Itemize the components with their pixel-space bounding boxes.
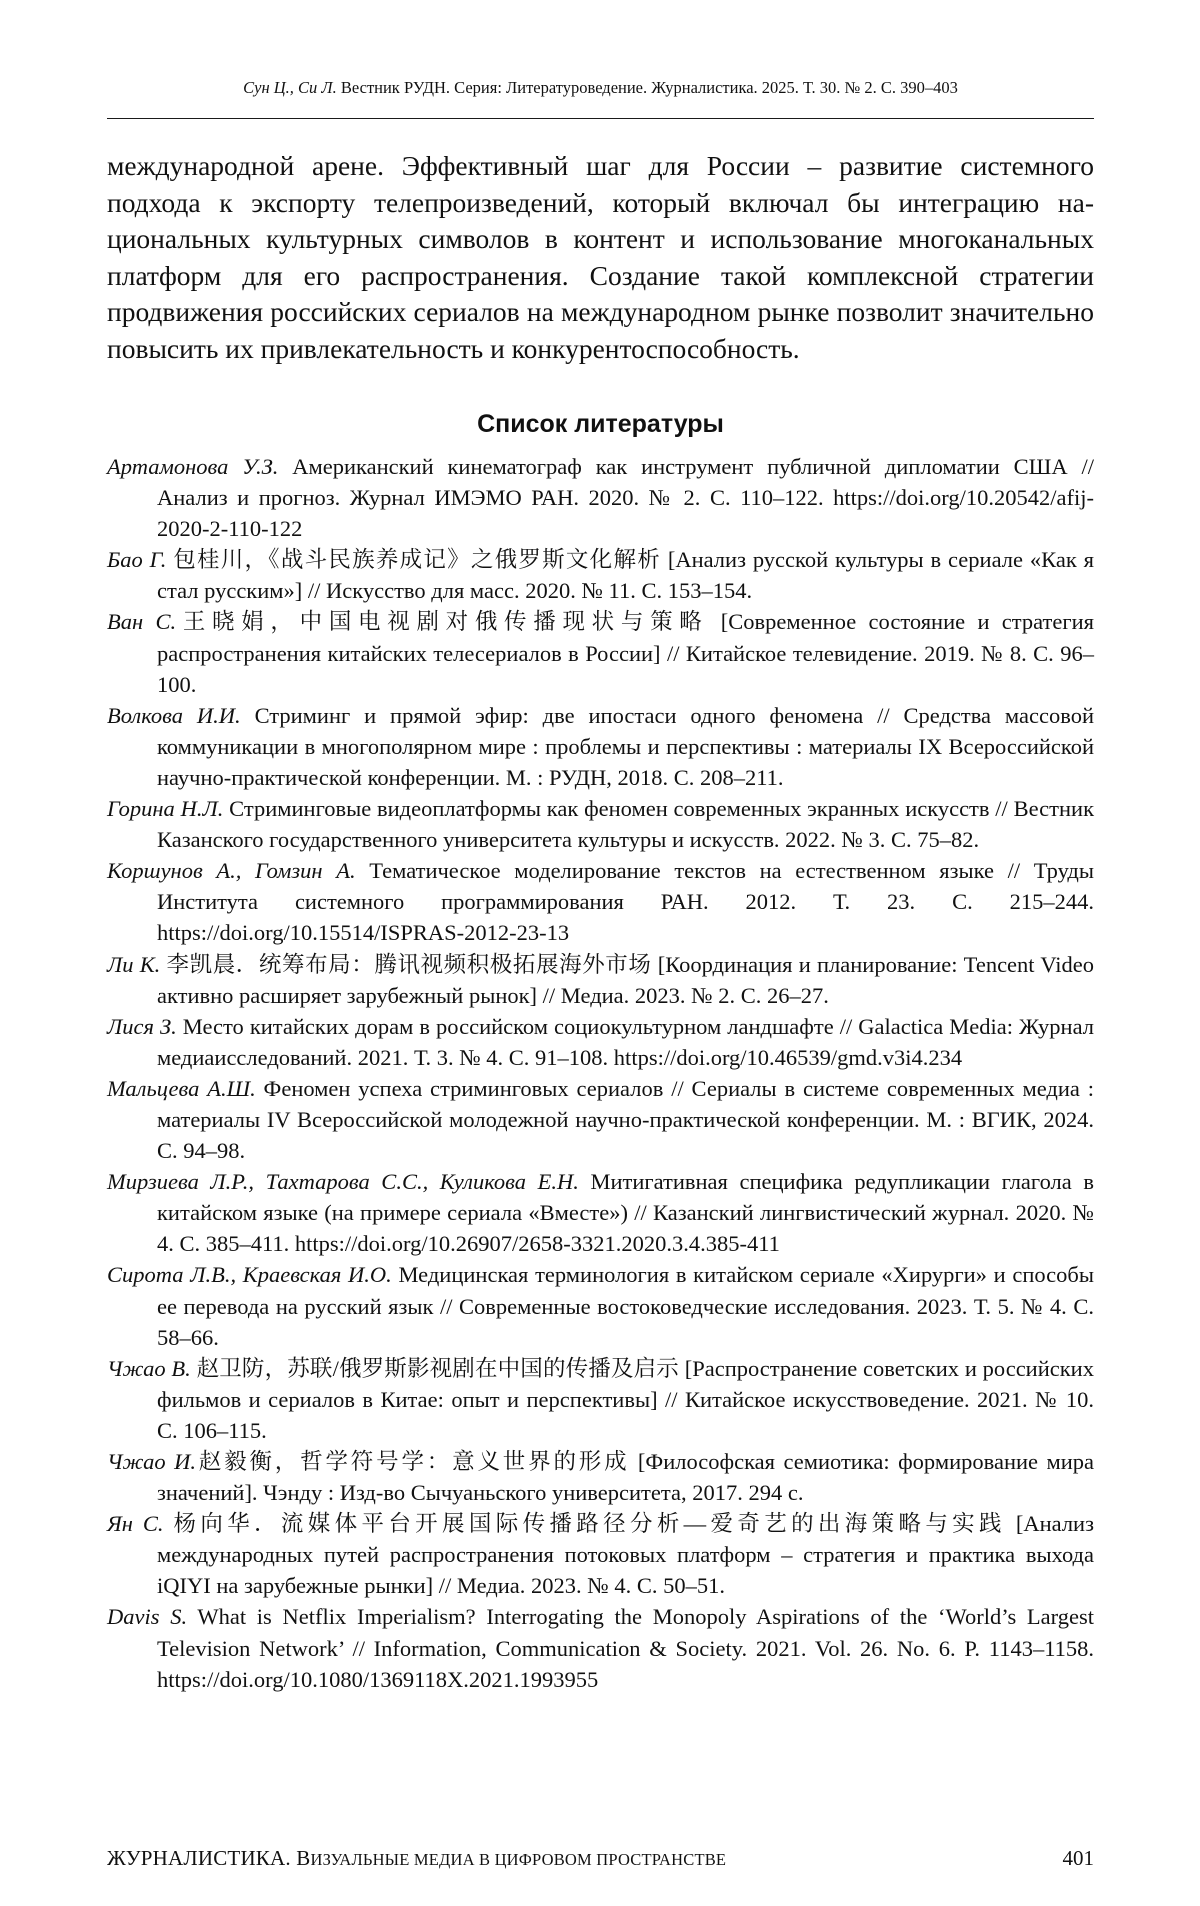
reference-item <box>107 1601 1094 1694</box>
running-head-authors: Сун Ц., Си Л. <box>243 78 337 97</box>
reference-text: Место китайских дорам в российском социокультурном ландшафте // Galactica Media: Журнал медиаисследований. 2021. Т. 3. № 4. С. 91–108. https://doi.org/10.46539/gmd.v3i4.234 <box>157 1014 1094 1070</box>
reference-author: Ван С. <box>107 609 176 634</box>
reference-item <box>107 1166 1094 1259</box>
reference-author: Бао Г. <box>107 547 166 572</box>
reference-author: Ян С. <box>107 1511 164 1536</box>
reference-item <box>107 855 1094 948</box>
footer-journal-first: ЖУРНАЛИСТИКА. В <box>107 1846 310 1870</box>
reference-item <box>107 1259 1094 1352</box>
reference-text: Стриминг и прямой эфир: две ипостаси одного феномена // Средства массовой коммуникации в многополярном мире : проблемы и перспективы : материалы IX Всероссийской научно-практической конференции. М. : РУДН, 2018. С. 208–211. <box>157 703 1094 790</box>
running-head <box>107 78 1094 98</box>
reference-author: Волкова И.И. <box>107 703 241 728</box>
reference-text: Медицинская терминология в китайском сериале «Хирурги» и способы ее перевода на русский язык // Современные востоковедческие исследования. 2023. Т. 5. № 4. С. 58–66. <box>157 1262 1094 1349</box>
reference-text: 赵毅衡，哲学符号学：意义世界的形成 [Философская семиотика: формирование мира значений]. Чэнду : Изд-во Сычуаньского университета, 2017. 294 с. <box>157 1449 1094 1505</box>
reference-author: Коршунов А., Гомзин А. <box>107 858 356 883</box>
reference-text: Тематическое моделирование текстов на естественном языке // Труды Института системного программирования РАН. 2012. Т. 23. С. 215–244. https://doi.org/10.15514/ISPRAS-2012-23-13 <box>157 858 1094 945</box>
reference-author: Мальцева А.Ш. <box>107 1076 256 1101</box>
reference-item <box>107 1508 1094 1601</box>
reference-text: 王晓娟，中国电视剧对俄传播现状与策略 [Современное состояние и стратегия распространения китайских телесериалов в России] // Китайское телевидение. 2019. № 8. С. 96–100. <box>157 609 1094 696</box>
page-number: 401 <box>1063 1846 1095 1871</box>
reference-item <box>107 949 1094 1011</box>
reference-text: 包桂川，《战斗民族养成记》之俄罗斯文化解析 [Анализ русской культуры в сериале «Как я стал русским»] // Искусство для масс. 2020. № 11. С. 153–154. <box>157 547 1094 603</box>
reference-item <box>107 451 1094 544</box>
reference-author: Чжао И. <box>107 1449 196 1474</box>
footer-journal-rest: ИЗУАЛЬНЫЕ МЕДИА В ЦИФРОВОМ ПРОСТРАНСТВЕ <box>310 1850 726 1869</box>
reference-text: Феномен успеха стриминговых сериалов // Сериалы в системе современных медиа : материалы IV Всероссийской молодежной научно-практической конференции. М. : ВГИК, 2024. С. 94–98. <box>157 1076 1094 1163</box>
reference-text: 赵卫防，苏联/俄罗斯影视剧在中国的传播及启示 [Распространение советских и российских фильмов и сериалов в Китае: опыт и перспективы] // Китайское искусствоведение. 2021. № 10. С. 106–115. <box>157 1356 1094 1443</box>
header-divider <box>107 118 1094 119</box>
reference-author: Артамонова У.З. <box>107 454 278 479</box>
reference-text: 李凯晨．统筹布局：腾讯视频积极拓展海外市场 [Координация и планирование: Tencent Video активно расширяет зарубежный рынок] // Медиа. 2023. № 2. С. 26–27. <box>157 952 1094 1008</box>
reference-item <box>107 1073 1094 1166</box>
footer-journal-title <box>107 1846 726 1871</box>
reference-item <box>107 606 1094 699</box>
reference-author: Ли К. <box>107 952 160 977</box>
reference-author: Горина Н.Л. <box>107 796 223 821</box>
reference-item <box>107 1353 1094 1446</box>
reference-item <box>107 1446 1094 1508</box>
body-paragraph: международной арене. Эффективный шаг для России – развитие системного подхода к экспорту телепроизведений, который включал бы интеграцию на­циональных культурных символов в контент и использование многоканаль­ных платформ для его распространения. Создание такой комплексной страте­гии продвижения российских сериалов на международном рынке позволит значительно повысить их привлекательность и конкурентоспособность. <box>107 148 1094 367</box>
reference-text: Американский кинематограф как инструмент публичной дипломатии США // Анализ и прогноз. Журнал ИМЭМО РАН. 2020. № 2. С. 110–122. https://doi.org/10.20542/afij-2020-2-110-122 <box>157 454 1094 541</box>
reference-author: Davis S. <box>107 1604 187 1629</box>
reference-item <box>107 700 1094 793</box>
reference-author: Лися З. <box>107 1014 177 1039</box>
reference-item <box>107 544 1094 606</box>
references-heading: Список литературы <box>107 410 1094 439</box>
reference-author: Сирота Л.В., Краевская И.О. <box>107 1262 392 1287</box>
reference-text: Митигативная специфика редупликации глагола в китайском языке (на примере сериала «Вместе») // Казанский лингвистический журнал. 2020. № 4. С. 385–411. https://doi.org/10.26907/2658-3321.2020.3.4.385-411 <box>157 1169 1094 1256</box>
reference-list <box>107 451 1094 1695</box>
running-head-citation: Вестник РУДН. Серия: Литературоведение. Журналистика. 2025. Т. 30. № 2. С. 390–403 <box>341 78 958 97</box>
reference-text: 杨向华．流媒体平台开展国际传播路径分析—爱奇艺的出海策略与实践 [Анализ международных путей распространения потоковых платформ – стратегия и практика выхода iQIYI на зарубежные рынки] // Медиа. 2023. № 4. С. 50–51. <box>157 1511 1094 1598</box>
reference-author: Чжао В. <box>107 1356 191 1381</box>
reference-text: What is Netflix Imperialism? Interrogating the Monopoly Aspirations of the ‘World’s Largest Television Network’ // Information, Communication & Society. 2021. Vol. 26. No. 6. P. 1143–1158. https://doi.org/10.1080/1369118X.2021.1993955 <box>157 1604 1094 1691</box>
reference-author: Мирзиева Л.Р., Тахтарова С.С., Куликова Е.Н. <box>107 1169 579 1194</box>
reference-item <box>107 793 1094 855</box>
reference-text: Стриминговые видеоплатформы как феномен современных экранных искусств // Вестник Казанского государственного университета культуры и искусств. 2022. № 3. С. 75–82. <box>157 796 1094 852</box>
reference-item <box>107 1011 1094 1073</box>
